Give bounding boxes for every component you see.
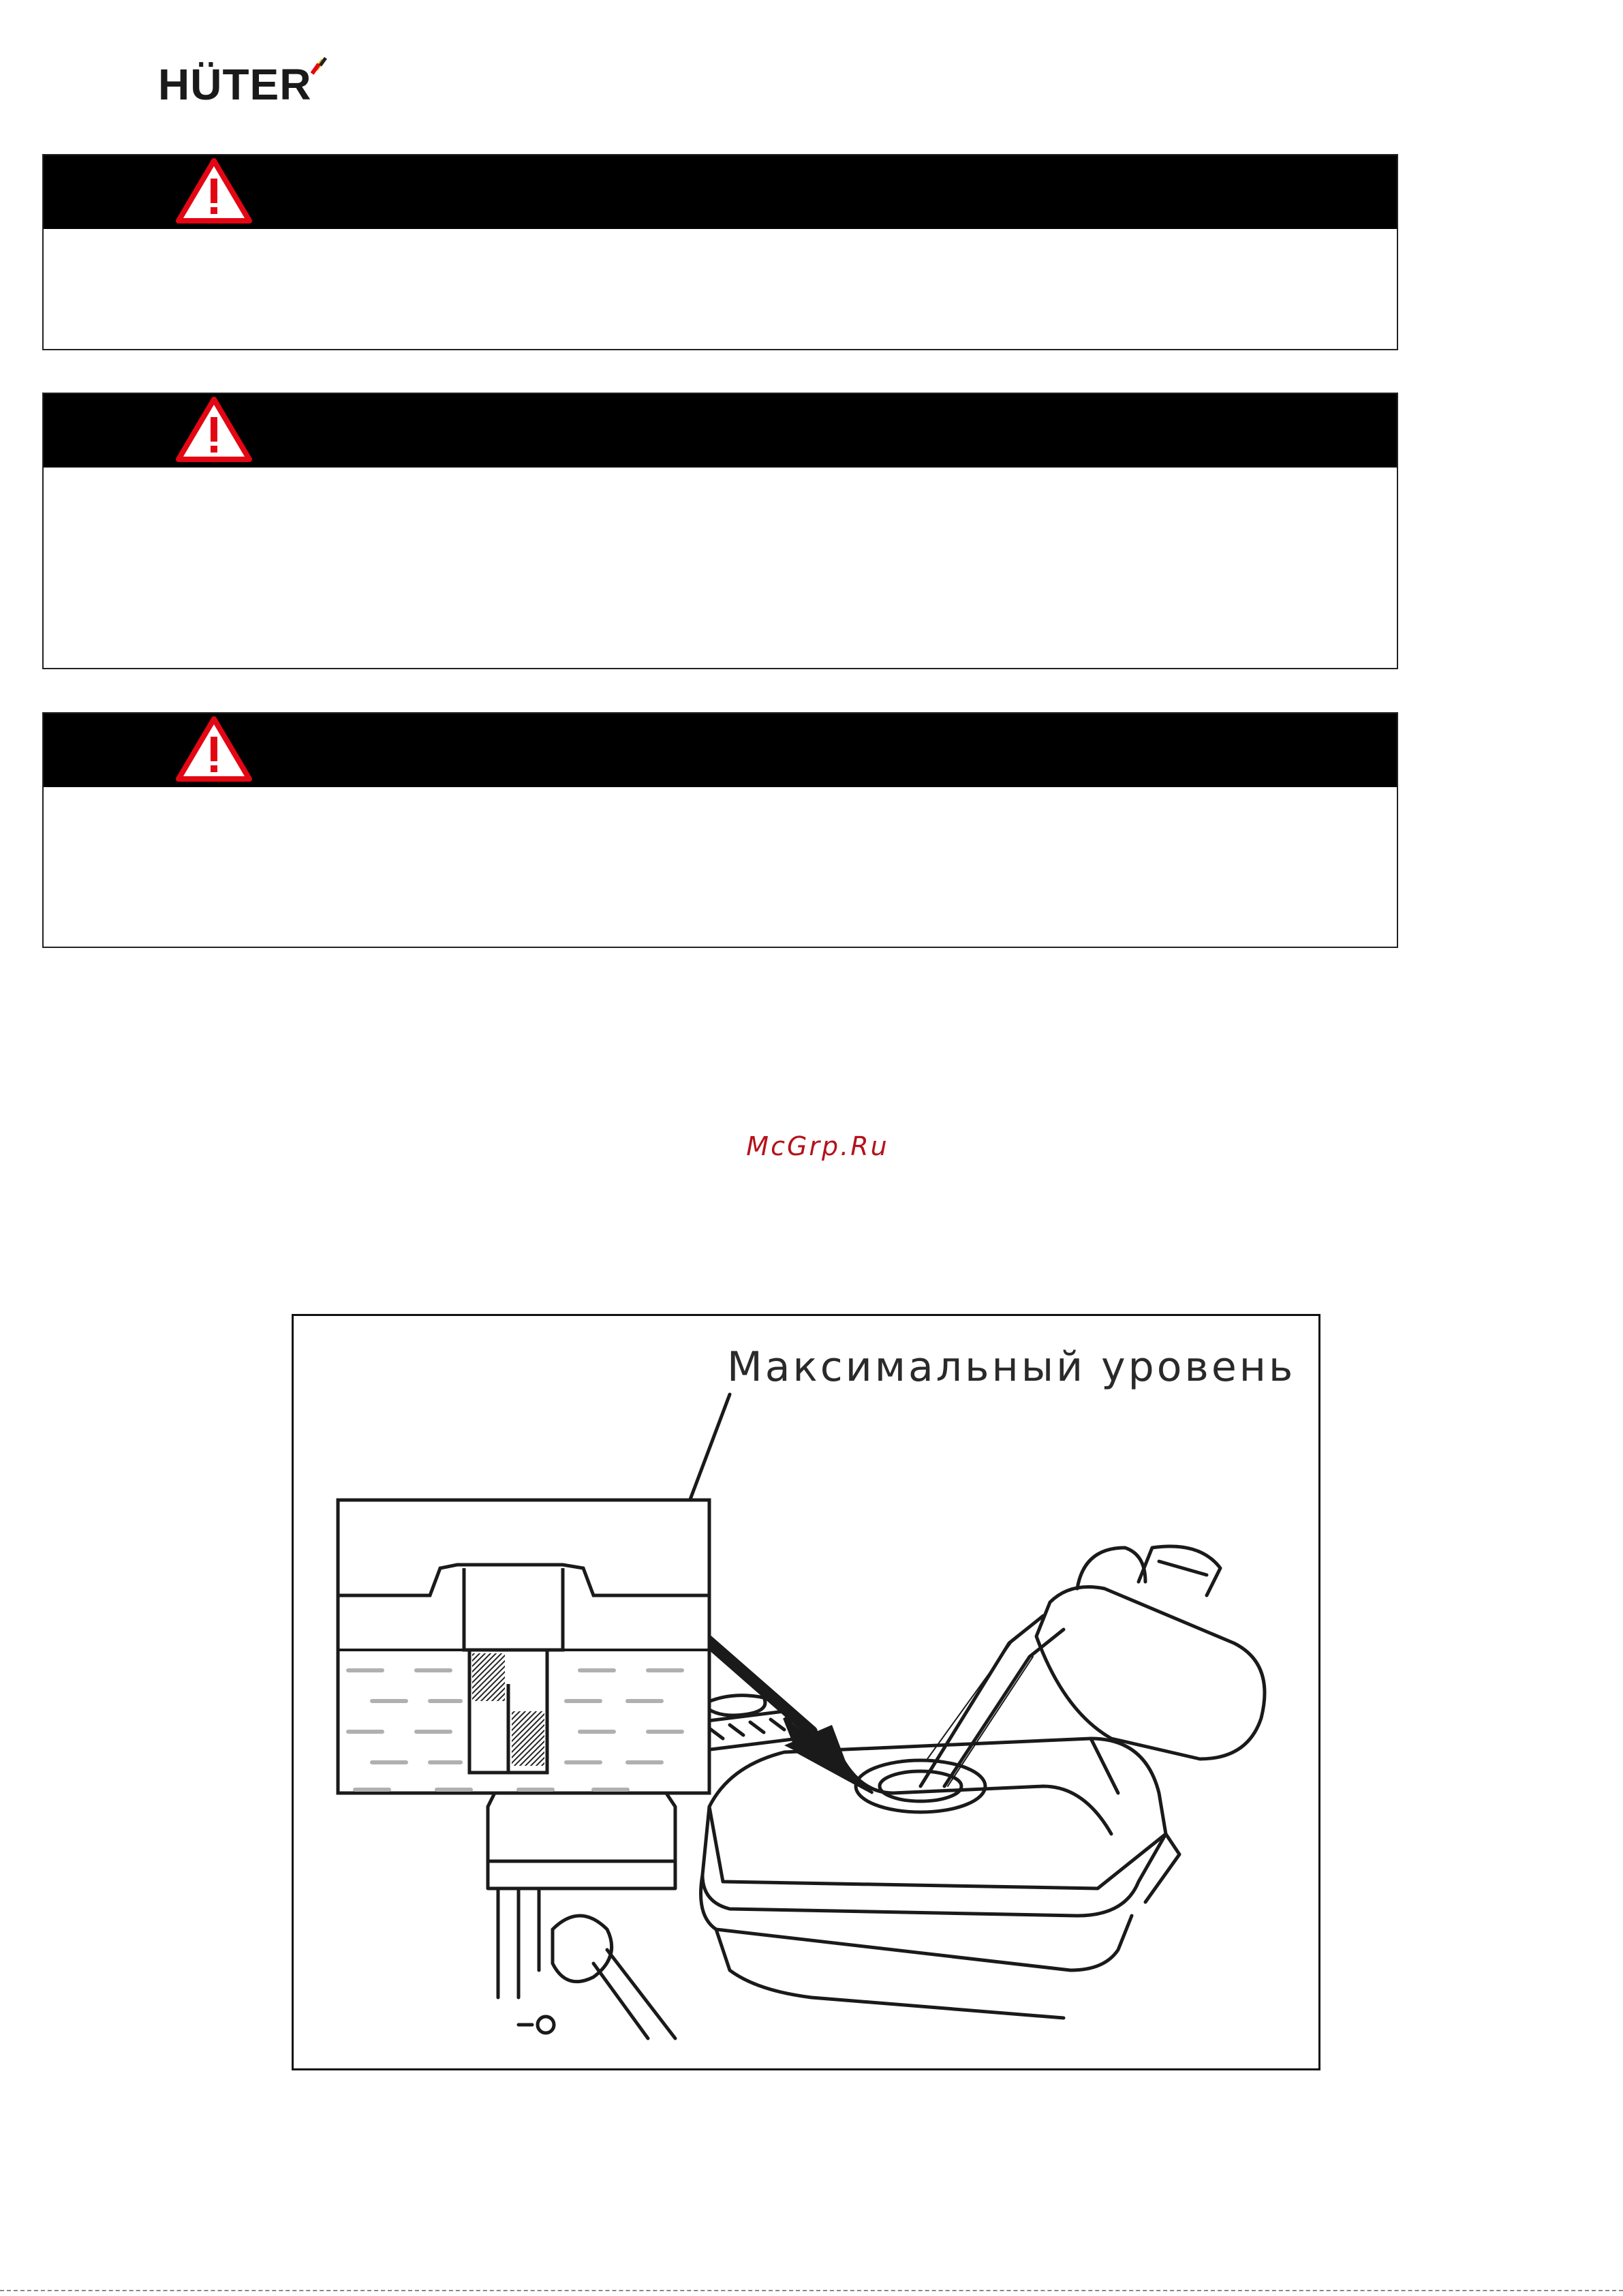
warning-header <box>44 394 1397 468</box>
warning-box <box>42 712 1398 948</box>
svg-text:HÜTER: HÜTER <box>158 60 312 106</box>
warning-triangle-icon <box>173 714 255 787</box>
fuel-tank-figure <box>292 1314 1320 2070</box>
warning-triangle-icon <box>173 155 255 229</box>
level-detail-inset <box>338 1500 709 1793</box>
fuel-tank-illustration <box>294 1316 1323 2072</box>
max-level-label: Максимальный уровень <box>727 1343 1296 1391</box>
page-footer-rule <box>0 2290 1623 2291</box>
warning-header <box>44 714 1397 787</box>
watermark: McGrp.Ru <box>746 1131 889 1161</box>
huter-logo <box>158 57 335 106</box>
warning-triangle-icon <box>173 394 255 468</box>
warning-header <box>44 155 1397 229</box>
warning-box <box>42 393 1398 669</box>
warning-box <box>42 154 1398 350</box>
